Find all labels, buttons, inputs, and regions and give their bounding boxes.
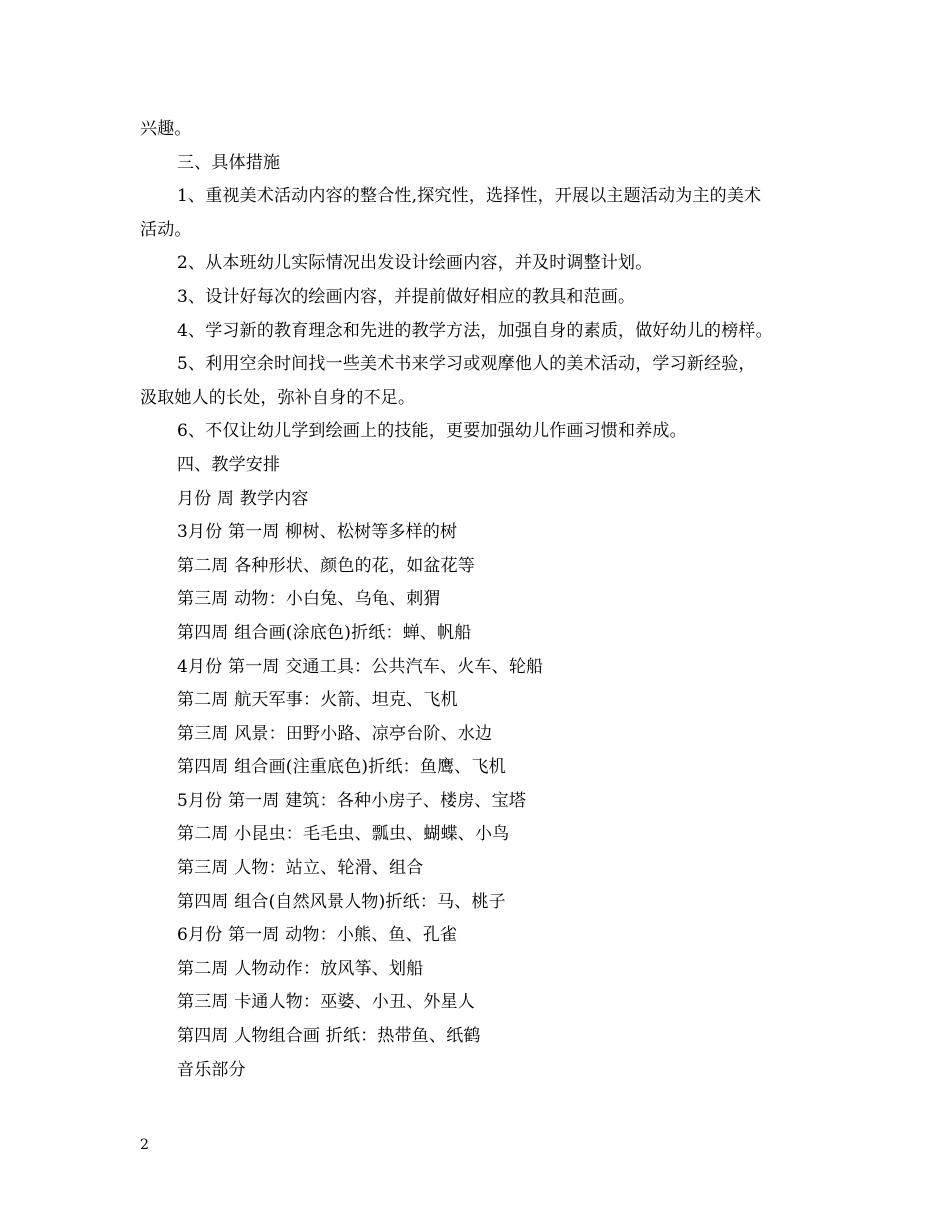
text-line: 第三周 人物：站立、轮滑、组合 (177, 858, 424, 879)
text-line: 第二周 小昆虫：毛毛虫、瓢虫、蝴蝶、小鸟 (177, 824, 510, 845)
text-line: 音乐部分 (177, 1059, 246, 1080)
text-line: 活动。 (140, 219, 192, 240)
text-line: 第四周 组合画(涂底色)折纸：蝉、帆船 (177, 622, 472, 643)
text-line: 6、不仅让幼儿学到绘画上的技能，更要加强幼儿作画习惯和养成。 (177, 421, 687, 442)
text-line: 三、具体措施 (177, 152, 281, 173)
text-line: 兴趣。 (140, 119, 192, 139)
text-line: 4月份 第一周 交通工具：公共汽车、火车、轮船 (177, 656, 544, 677)
document-body (140, 113, 820, 1087)
text-line: 第二周 航天军事：火箭、坦克、飞机 (177, 690, 458, 711)
text-line: 第三周 动物：小白兔、乌龟、刺猬 (177, 589, 441, 610)
text-line: 5、利用空余时间找一些美术书来学习或观摩他人的美术活动，学习新经验， (177, 354, 756, 375)
text-line: 6月份 第一周 动物：小熊、鱼、孔雀 (177, 925, 458, 946)
text-line: 汲取她人的长处，弥补自身的不足。 (140, 387, 416, 408)
text-line: 四、教学安排 (177, 454, 281, 475)
text-line: 5月份 第一周 建筑：各种小房子、楼房、宝塔 (177, 790, 527, 811)
text-line: 第四周 人物组合画 折纸：热带鱼、纸鹤 (177, 1026, 481, 1047)
text-line: 2、从本班幼儿实际情况出发设计绘画内容，并及时调整计划。 (177, 253, 653, 274)
text-line: 第二周 人物动作：放风筝、划船 (177, 958, 424, 979)
text-line: 月份 周 教学内容 (177, 488, 309, 509)
text-line: 第三周 风景：田野小路、凉亭台阶、水边 (177, 723, 493, 744)
text-line: 第四周 组合(自然风景人物)折纸：马、桃子 (177, 891, 506, 912)
text-line: 1、重视美术活动内容的整合性,探究性，选择性，开展以主题活动为主的美术 (177, 186, 762, 207)
text-line: 4、学习新的教育理念和先进的教学方法，加强自身的素质，做好幼儿的榜样。 (177, 320, 773, 341)
text-line: 第三周 卡通人物：巫婆、小丑、外星人 (177, 992, 476, 1013)
text-line: 第二周 各种形状、颜色的花，如盆花等 (177, 555, 476, 576)
page-number: 2 (140, 1137, 149, 1153)
text-line: 第四周 组合画(注重底色)折纸：鱼鹰、飞机 (177, 757, 506, 778)
text-line: 3、设计好每次的绘画内容，并提前做好相应的教具和范画。 (177, 286, 636, 307)
text-line: 3月份 第一周 柳树、松树等多样的树 (177, 522, 458, 543)
